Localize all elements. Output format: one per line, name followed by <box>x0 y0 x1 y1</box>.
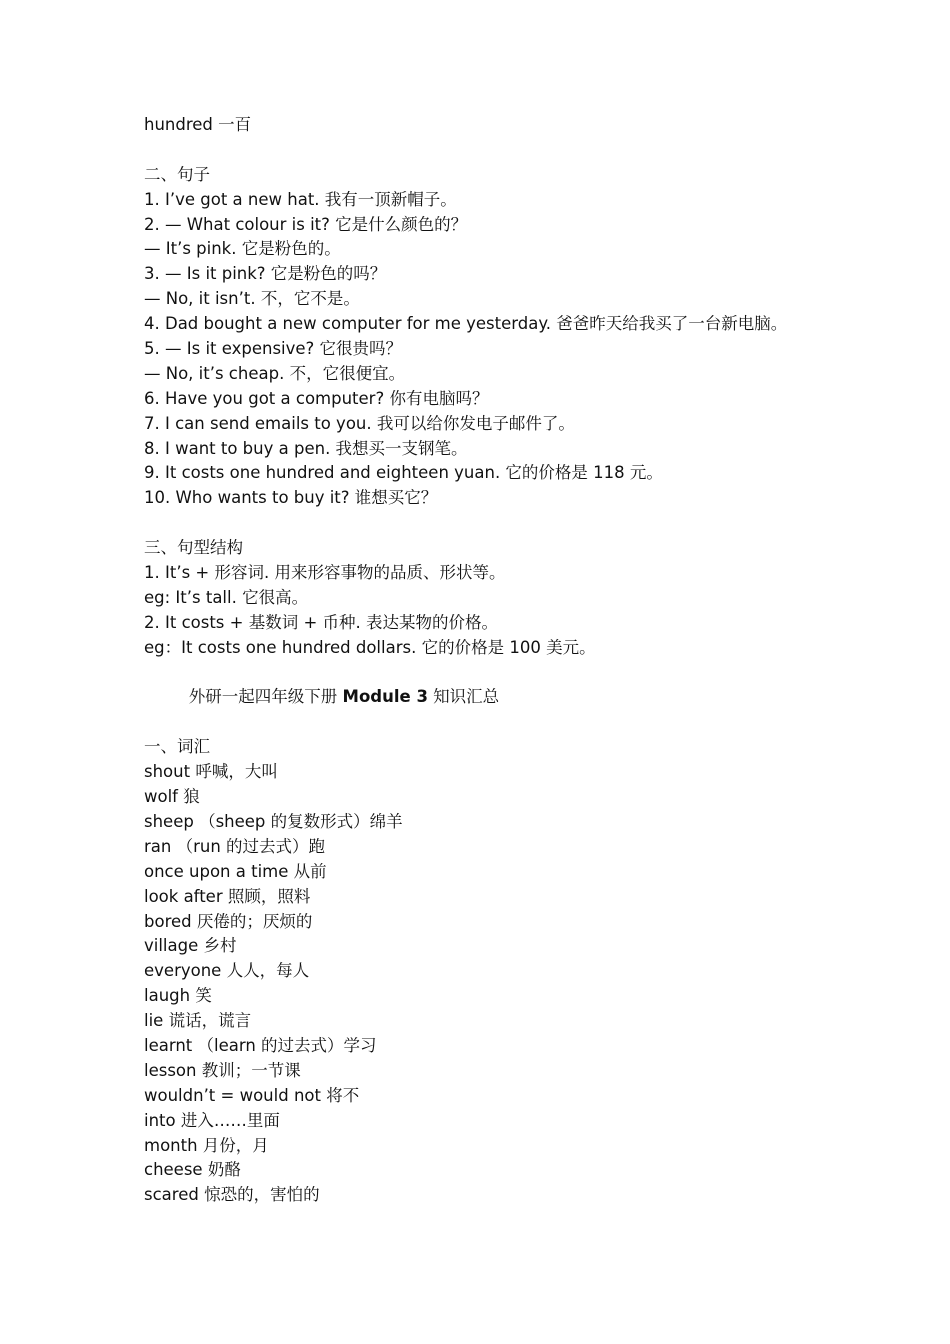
sentence-line: 3. — Is it pink? 它是粉色的吗？ <box>144 264 387 284</box>
sentence-line: 1. I’ve got a new hat. 我有一顶新帽子。 <box>144 189 457 209</box>
vocab-line: shout 呼喊，大叫 <box>144 762 278 782</box>
structure-line: 2. It costs + 基数词 + 币种. 表达某物的价格。 <box>144 612 499 632</box>
document-content <box>144 113 824 1208</box>
structure-line: 1. It’s + 形容词. 用来形容事物的品质、形状等。 <box>144 563 506 583</box>
module-title-suffix: 知识汇总 <box>427 687 500 707</box>
sentence-line: 9. It costs one hundred and eighteen yuan. 它的价格是 118 元。 <box>144 463 663 483</box>
vocab-line: wouldn’t = would not 将不 <box>144 1085 360 1105</box>
module-title-prefix: 外研一起四年级下册 <box>188 687 343 707</box>
sentence-line: 10. Who wants to buy it? 谁想买它？ <box>144 488 438 508</box>
section-heading-vocab: 一、词汇 <box>144 737 210 757</box>
vocab-line: everyone 人人，每人 <box>144 961 310 981</box>
vocab-line: ran （run 的过去式）跑 <box>144 836 326 856</box>
sentence-line: — No, it’s cheap. 不，它很便宜。 <box>144 363 406 383</box>
sentence-line: 8. I want to buy a pen. 我想买一支钢笔。 <box>144 438 468 458</box>
vocab-line: sheep （sheep 的复数形式）绵羊 <box>144 811 403 831</box>
module-title-bold: Module 3 <box>342 687 428 707</box>
vocab-line: village 乡村 <box>144 936 237 956</box>
sentence-line: — No, it isn’t. 不，它不是。 <box>144 289 360 309</box>
vocab-line: cheese 奶酪 <box>144 1160 241 1180</box>
sentence-line: — It’s pink. 它是粉色的。 <box>144 239 341 259</box>
vocab-line: lie 谎话，谎言 <box>144 1011 252 1031</box>
sentence-line: 6. Have you got a computer? 你有电脑吗？ <box>144 388 489 408</box>
section-heading-structures: 三、句型结构 <box>144 538 243 558</box>
vocab-line: month 月份，月 <box>144 1135 269 1155</box>
vocab-line: scared 惊恐的，害怕的 <box>144 1185 320 1205</box>
structure-line: eg: It’s tall. 它很高。 <box>144 587 309 607</box>
structure-line: eg：It costs one hundred dollars. 它的价格是 100 美元。 <box>144 637 596 657</box>
vocab-line: once upon a time 从前 <box>144 861 327 881</box>
sentence-line: 2. — What colour is it? 它是什么颜色的？ <box>144 214 468 234</box>
vocab-line: look after 照顾，照料 <box>144 886 311 906</box>
vocab-line: laugh 笑 <box>144 986 212 1006</box>
vocab-line: wolf 狼 <box>144 787 200 807</box>
module-title <box>14 685 674 710</box>
vocab-line: hundred 一百 <box>144 115 252 134</box>
vocab-line: lesson 教训；一节课 <box>144 1060 301 1080</box>
section-heading-sentences: 二、句子 <box>144 164 210 184</box>
vocab-line: into 进入……里面 <box>144 1110 280 1130</box>
sentence-line: 5. — Is it expensive? 它很贵吗？ <box>144 339 403 359</box>
sentence-line: 4. Dad bought a new computer for me yesterday. 爸爸昨天给我买了一台新电脑。 <box>144 314 788 334</box>
sentence-line: 7. I can send emails to you. 我可以给你发电子邮件了。 <box>144 413 575 433</box>
vocab-line: learnt （learn 的过去式）学习 <box>144 1035 377 1055</box>
vocab-line: bored 厌倦的；厌烦的 <box>144 911 313 931</box>
